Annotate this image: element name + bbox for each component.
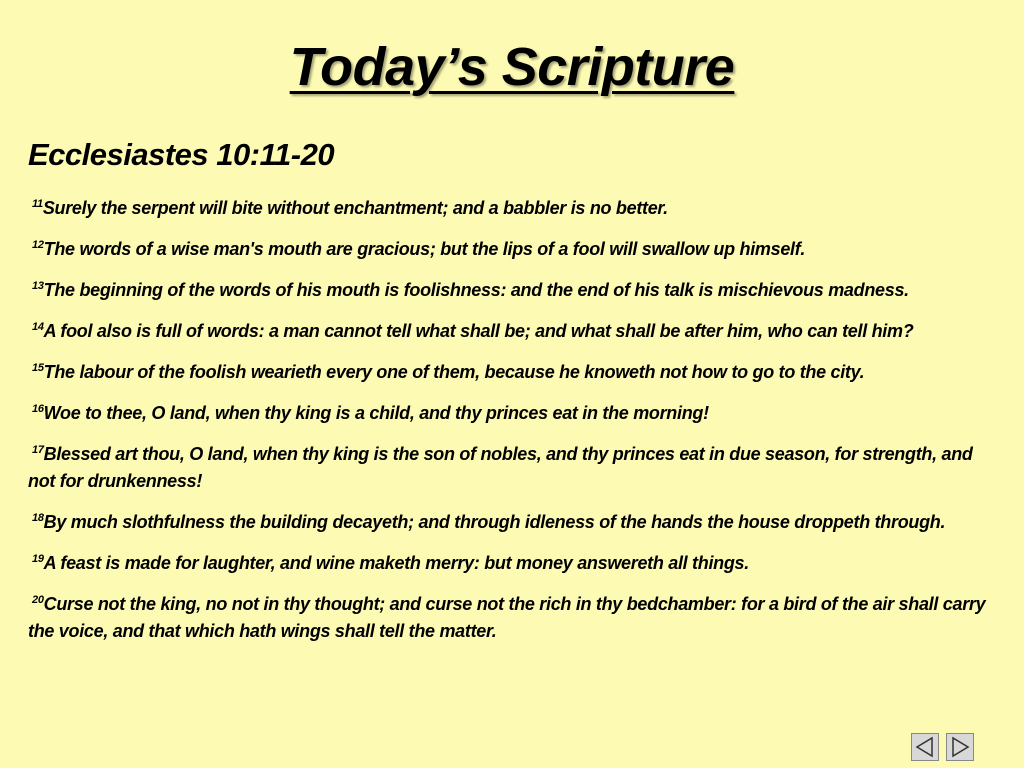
verse-number: 12 [32, 239, 44, 251]
next-slide-button[interactable] [946, 733, 974, 761]
verse-18 [28, 509, 1003, 536]
triangle-left-icon [912, 734, 938, 760]
slide-title: Today’s Scripture [289, 37, 735, 97]
verse-text: The words of a wise man's mouth are gracious; but the lips of a fool will swallow up himself. [43, 239, 806, 259]
verse-text: The labour of the foolish wearieth every one of them, because he knoweth not how to go to the city. [43, 362, 865, 382]
verse-16 [28, 400, 1003, 427]
verse-number: 20 [32, 594, 44, 606]
verse-number: 16 [32, 403, 44, 415]
verse-list [28, 195, 1003, 659]
verse-text: Woe to thee, O land, when thy king is a child, and thy princes eat in the morning! [43, 403, 709, 423]
verse-text: Surely the serpent will bite without enchantment; and a babbler is no better. [42, 198, 668, 218]
verse-text: Blessed art thou, O land, when thy king is the son of nobles, and thy princes eat in due season, for strength, and not for drunkenness! [28, 444, 973, 491]
verse-11 [28, 195, 1003, 222]
verse-19 [28, 550, 1003, 577]
verse-text: A fool also is full of words: a man cannot tell what shall be; and what shall be after him, who can tell him? [43, 321, 914, 341]
triangle-right-icon [947, 734, 973, 760]
verse-15 [28, 359, 1003, 386]
scripture-reference: Ecclesiastes 10:11-20 [28, 137, 335, 172]
previous-slide-button[interactable] [911, 733, 939, 761]
verse-20 [28, 591, 1003, 645]
verse-13 [28, 277, 1003, 304]
verse-text: By much slothfulness the building decayeth; and through idleness of the hands the house droppeth through. [43, 512, 946, 532]
verse-17 [28, 441, 1003, 495]
verse-number: 18 [32, 512, 44, 524]
verse-12 [28, 236, 1003, 263]
verse-number: 11 [32, 198, 43, 210]
verse-text: Curse not the king, no not in thy thought; and curse not the rich in thy bedchamber: for a bird of the air shall carry the voice, and that which hath wings shall tell the matter. [28, 594, 986, 641]
verse-14 [28, 318, 1003, 345]
verse-text: A feast is made for laughter, and wine maketh merry: but money answereth all things. [43, 553, 749, 573]
verse-number: 13 [32, 280, 44, 292]
verse-number: 15 [32, 362, 44, 374]
verse-number: 17 [32, 444, 44, 456]
verse-number: 19 [32, 553, 44, 565]
verse-text: The beginning of the words of his mouth is foolishness: and the end of his talk is mischievous madness. [43, 280, 909, 300]
verse-number: 14 [32, 321, 44, 333]
